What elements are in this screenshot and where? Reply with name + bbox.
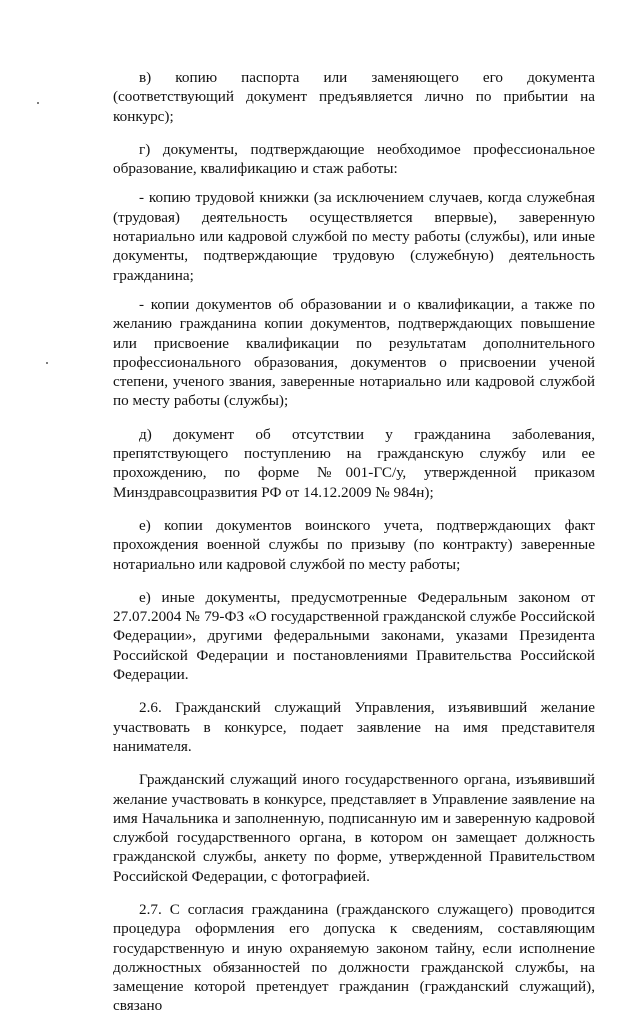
paragraph-education-copies: - копии документов об образовании и о квалификации, а также по желанию гражданина копии документов, подтверждающих повышение или присвоение квалификации по результатам дополнительного профессионального образования, документов о присвоении ученой степени, ученого звания, заверенные нотариально или кадровой службой по месту работы (службы);	[113, 295, 595, 410]
paragraph-g-documents: г) документы, подтверждающие необходимое профессиональное образование, квалификацию и стаж работы:	[113, 140, 595, 178]
paragraph-v-passport: в) копию паспорта или заменяющего его документа (соответствующий документ предъявляется лично по прибытии на конкурс);	[113, 69, 595, 125]
document-body	[113, 68, 595, 1026]
paragraph-e-military: е) копии документов воинского учета, подтверждающих факт прохождения военной службы по призыву (по контракту) заверенные нотариально или кадровой службой по месту работы;	[113, 516, 595, 573]
paragraph-d-health: д) документ об отсутствии у гражданина заболевания, препятствующего поступлению на гражданскую службу или ее прохождению, по форме №001-ГС/у, утвержденной приказом Минздравсоцразвития РФ от 14.12.2009 № 984н);	[113, 425, 595, 501]
paragraph-e-other-documents: е) иные документы, предусмотренные Федеральным законом от 27.07.2004 № 79-ФЗ «О государственной гражданской службе Российской Федерации», другими федеральными законами, указами Президента Российской Федерации и постановлениями Правительства Российской Федерации.	[113, 588, 595, 684]
scan-speck	[46, 362, 48, 364]
paragraph-other-agency: Гражданский служащий иного государственного органа, изъявивший желание участвовать в конкурсе, представляет в Управление заявление на имя Начальника и заполненную, подписанную им и заверенную кадровой службой государственного органа, в котором он замещает должность гражданской службы, анкету по форме, утвержденной Правительством Российской Федерации, с фотографией.	[113, 771, 595, 885]
paragraph-2-6: 2.6. Гражданский служащий Управления, изъявивший желание участвовать в конкурсе, подает заявление на имя представителя нанимателя.	[113, 699, 595, 755]
paragraph-labor-book: - копию трудовой книжки (за исключением случаев, когда служебная (трудовая) деятельность осуществляется впервые), заверенную нотариально или кадровой службой по месту работы (службы), или иные документы, подтверждающие трудовую (служебную) деятельность гражданина;	[113, 189, 595, 284]
paragraph-2-7: 2.7. С согласия гражданина (гражданского служащего) проводится процедура оформления его допуска к сведениям, составляющим государственную и иную охраняемую законом тайну, если исполнение должностных обязанностей по должности гражданской службы, на замещение которой претендует гражданин (гражданский служащий), связано	[113, 900, 595, 1015]
scan-speck	[37, 102, 39, 104]
